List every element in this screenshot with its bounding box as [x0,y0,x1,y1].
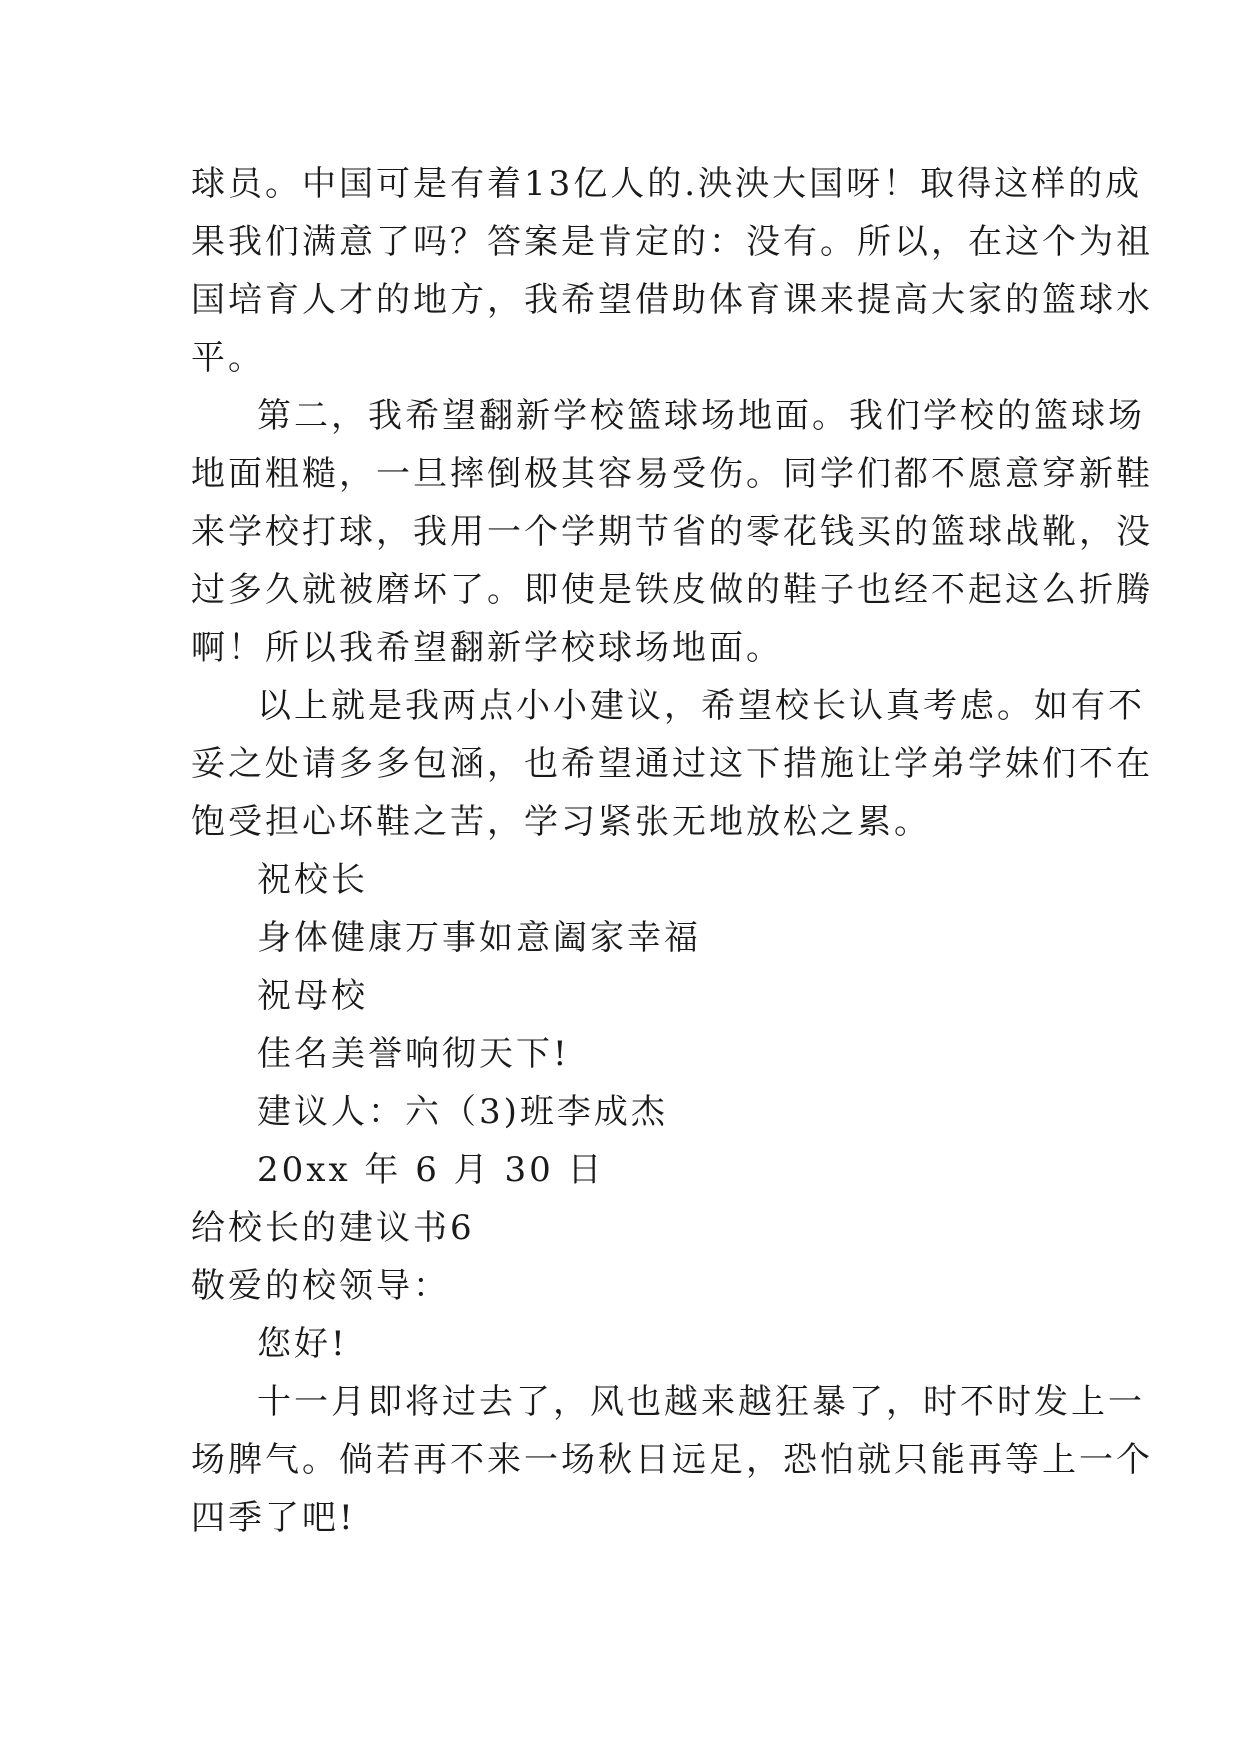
text-line: 果我们满意了吗？答案是肯定的：没有。所以，在这个为祖 [191,222,1153,262]
text-line: 给校长的建议书6 [191,1208,475,1248]
text-line: 以上就是我两点小小建议，希望校长认真考虑。如有不 [257,686,1145,726]
text-line: 啊！所以我希望翻新学校球场地面。 [191,628,783,668]
text-line: 球员。中国可是有着13亿人的.泱泱大国呀！取得这样的成 [191,164,1143,204]
text-line: 祝校长 [257,860,368,900]
text-line: 饱受担心坏鞋之苦，学习紧张无地放松之累。 [191,802,931,842]
text-line: 您好! [257,1324,348,1364]
text-line: 平。 [191,338,265,378]
text-line: 建议人：六（3)班李成杰 [257,1092,668,1132]
text-line: 第二，我希望翻新学校篮球场地面。我们学校的篮球场 [257,396,1145,436]
text-line: 佳名美誉响彻天下! [257,1034,570,1074]
text-line: 国培育人才的地方，我希望借助体育课来提高大家的篮球水 [191,280,1153,320]
text-line: 四季了吧! [191,1498,356,1538]
text-line: 地面粗糙，一旦摔倒极其容易受伤。同学们都不愿意穿新鞋 [191,454,1153,494]
text-line: 十一月即将过去了，风也越来越狂暴了，时不时发上一 [257,1382,1145,1422]
text-line: 祝母校 [257,976,368,1016]
text-line: 身体健康万事如意阖家幸福 [257,918,701,958]
document-body [191,155,1153,1547]
text-line: 场脾气。倘若再不来一场秋日远足，恐怕就只能再等上一个 [191,1440,1153,1480]
text-line: 来学校打球，我用一个学期节省的零花钱买的篮球战靴，没 [191,512,1153,552]
text-line: 过多久就被磨坏了。即使是铁皮做的鞋子也经不起这么折腾 [191,570,1153,610]
text-line: 妥之处请多多包涵，也希望通过这下措施让学弟学妹们不在 [191,744,1153,784]
text-line: 20xx 年 6 月 30 日 [257,1150,605,1190]
text-line: 敬爱的校领导： [191,1266,450,1306]
